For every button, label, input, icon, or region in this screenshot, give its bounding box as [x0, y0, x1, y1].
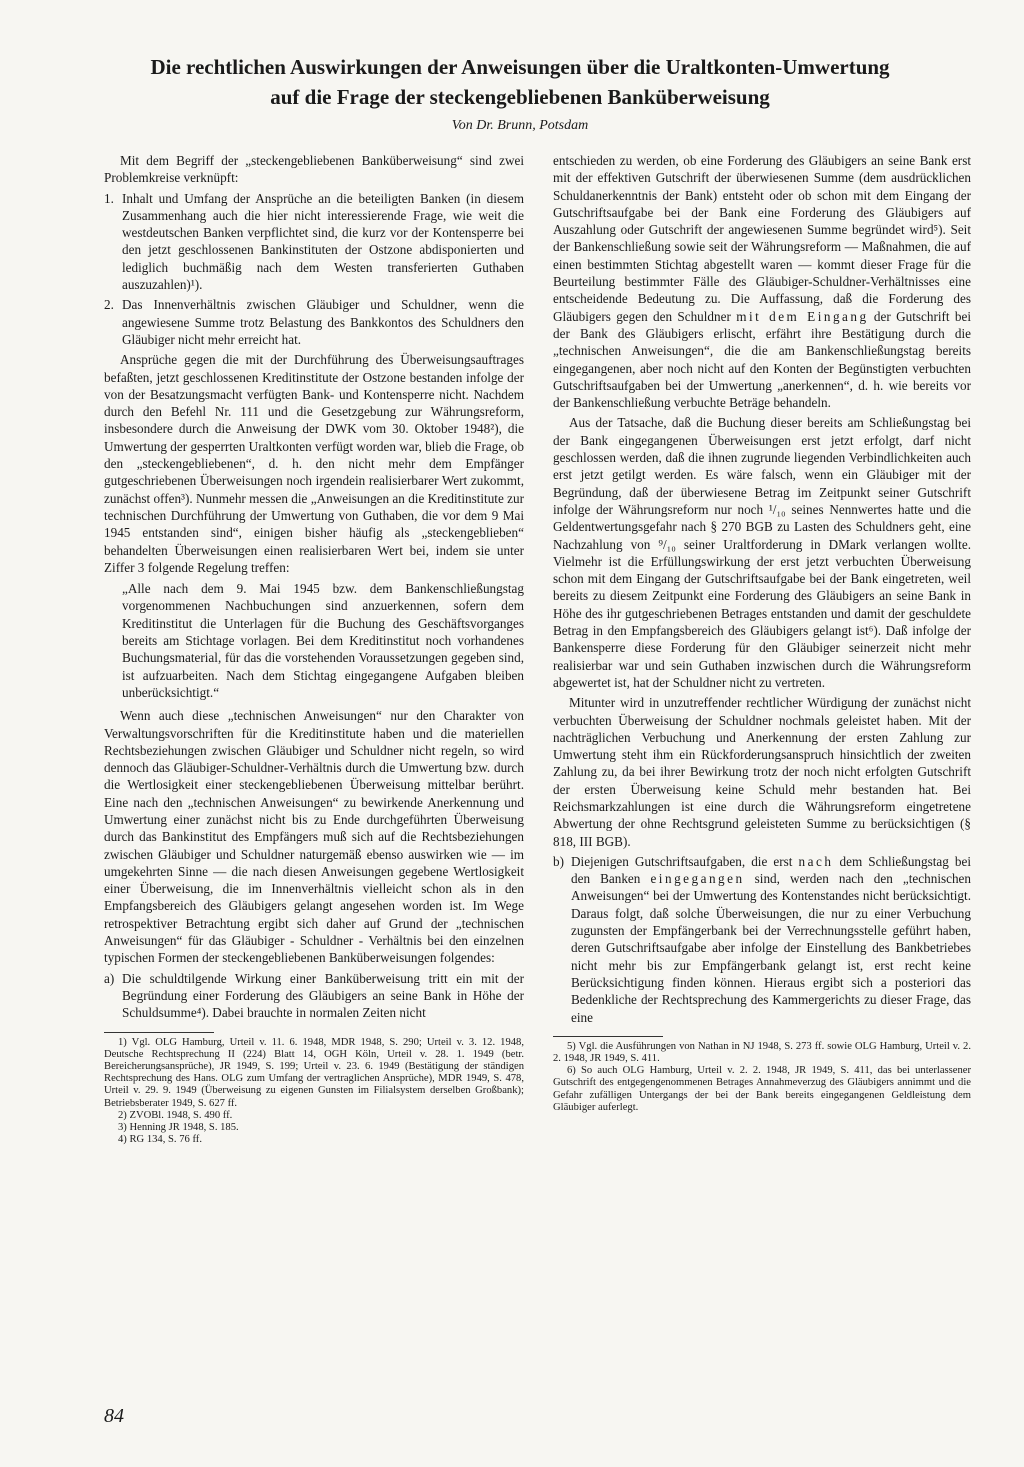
title-line-1: Die rechtlichen Auswirkungen der Anweisungen über die Uraltkonten-Umwertung — [150, 55, 890, 79]
footnote: 5) Vgl. die Ausführungen von Nathan in NJ 1948, S. 273 ff. sowie OLG Hamburg, Urteil v. 2. 2. 1948, JR 1949, S. 411. — [553, 1040, 971, 1065]
spaced-emphasis: nach — [798, 853, 834, 869]
spaced-emphasis: eingegangen — [650, 871, 745, 887]
right-column — [553, 152, 971, 1392]
text-run: Diejenigen Gutschriftsaufgaben, die erst — [571, 853, 793, 869]
footnote-divider — [104, 1032, 214, 1033]
list-item — [104, 190, 524, 294]
footnote: 3) Henning JR 1948, S. 185. — [118, 1121, 239, 1133]
article-title — [80, 52, 960, 112]
list-number: b) — [553, 853, 564, 869]
page-number: 84 — [104, 1405, 124, 1427]
spaced-emphasis: mit dem Eingang — [736, 308, 869, 324]
footnote: 4) RG 134, S. 76 ff. — [118, 1134, 202, 1146]
title-line-2: auf die Frage der steckengebliebenen Banküberweisung — [270, 85, 770, 109]
body-paragraph: Ansprüche gegen die mit der Durchführung des Überweisungsauftrages befaßten, jetzt geschlossenen Kreditinstitute der Ostzone bestanden infolge der von der Besatzungsmacht verfügten Bank- und Kontensperre nicht. Nachdem durch den Befehl Nr. 111 und die Gesetzgebung zur Währungsreform, insbesondere durch die Anweisung der DWK vom 30. Oktober 1948²), die Umwertung der gesperrten Uraltkonten verfügt worden war, blieb die Frage, ob den „steckengebliebenen“, d. h. den nicht mehr dem Empfänger gutgeschriebenen Überweisungen noch irgendein realisierbarer Wert zukommt, zunächst offen³). Nunmehr messen die „Anweisungen an die Kreditinstitute zur technischen Durchführung der Umwertung von Guthaben, die vor dem 9 Mai 1945 entstanden sind“, einigen bisher häufig als „steckengeblieben“ behandelten Überweisungen einen realisierbaren Wert bei, indem sie unter Ziffer 3 folgende Regelung treffen: — [104, 352, 524, 575]
list-number: a) — [104, 970, 115, 986]
text-run: der Gutschrift bei der Bank des Gläubigers erlischt, erfährt ihre Bestätigung durch die „technischen Anweisungen“, die die am Bankenschließungstag bereits eingegangenen, aber noch nicht auf den Konten der Begünstigten verbuchten Gutschriftsaufgaben bei der Umwertung „anerkennen“, d. h. wie bereits vor der Bankenschließung verbuchte Beträge behandeln. — [553, 308, 971, 411]
list-text: Das Innenverhältnis zwischen Gläubiger und Schuldner, wenn die angewiesene Summe trotz Belastung des Bankkontos des Schuldners den Gläubiger nicht mehr erreicht hat. — [122, 297, 524, 347]
text-run: entschieden zu werden, ob eine Forderung des Gläubigers an seine Bank erst mit der effektiven Gutschrift der überwiesenen Summe (dem ausdrücklichen Schuldanerkenntnis der Bank) entsteht oder ob schon mit dem Eingang der Gutschriftsaufgabe bei der Bank eine Forderung des Gläubigers auf Auszahlung oder Gutschrift der angewiesenen Summe begründet wird⁵). Seit der Bankenschließung sowie seit der Währungsreform — Maßnahmen, die auf einen bestimmten Stichtag abgestellt waren — kommt dieser Frage für die Beurteilung bestimmter Fälle des Gläubiger-Schuldner-Verhältnisses eine entscheidende Bedeutung zu. Die Auffassung, daß die Forderung des Gläubigers gegen den Schuldner — [553, 153, 971, 324]
list-number: 2. — [104, 297, 114, 313]
intro-paragraph: Mit dem Begriff der „steckengebliebenen Banküberweisung“ sind zwei Problemkreise verknüpft: — [104, 153, 524, 186]
body-paragraph: Mitunter wird in unzutreffender rechtlicher Würdigung der zunächst nicht verbuchten Überweisung der Schuldner nochmals geleistet haben. Mit der nachträglichen Verbuchung und Anerkennung der ersten Zahlung zur Umwertung steht ihm ein Rückforderungsanspruch hinsichtlich der zweiten Zahlung zu, da bei ihrer Bewirkung trotz der noch nicht erfolgten Gutschrift der ersten Überweisung keine Schuld mehr bestanden hat. Bei Reichsmarkzahlungen ist eine durch die Währungsreform eingetretene Abwertung der ohne Rechtsgrund geleisteten Summe zu berücksichtigen (§ 818, III BGB). — [553, 695, 971, 849]
list-item — [104, 296, 524, 348]
body-paragraph — [553, 152, 971, 411]
body-paragraph: Aus der Tatsache, daß die Buchung dieser bereits am Schließungstag bei der Bank eingegangenen Überweisungen erst jetzt erfolgt, darf nicht geschlossen werden, daß die ihnen zugrunde liegenden Verbindlichkeiten auch erst jetzt getilgt werden. Es wäre falsch, wenn ein Gläubiger mit der Begründung, daß der überwiesene Betrag im Zeitpunkt seiner Gutschrift infolge der Währungsreform nur noch ¹/₁₀ seines Nennwertes hatte und die Geldentwertungsgefahr nach § 270 BGB zu Lasten des Schuldners geht, eine Nachzahlung von ⁹/₁₀ seiner Uraltforderung in DMark verlangen wollte. Vielmehr ist die Erfüllungswirkung der erst jetzt verbuchten Überweisung schon mit dem Eingang der Gutschriftsaufgabe bei der Bank eingetreten, weil bereits zu diesem Zeitpunkt eine Forderung des Gläubigers an seine Bank in Höhe des ihr gutgeschriebenen Betrages entstanden und damit der geschuldete Betrag in den Empfangsbereich des Gläubigers gelangt ist⁶). Daß infolge der Bankensperre diese Forderung für den Gläubiger seinerzeit nicht mehr realisierbar war und sein Guthaben inzwischen durch die Währungsreform abgewertet ist, hat der Schuldner nicht zu vertreten. — [553, 415, 971, 690]
quotation: „Alle nach dem 9. Mai 1945 bzw. dem Bankenschließungstag vorgenommenen Nachbuchungen sind anzuerkennen, sofern dem Kreditinstitut die Unterlagen für die Buchung des Geschäftsvorganges bereits am Stichtage vorlagen. Bei dem Kreditinstitut noch vorhandenes Buchungsmaterial, für das die vorstehenden Voraussetzungen gegeben sind, ist aufzuarbeiten. Nach dem Stichtag eingegangene Aufgaben bleiben unberücksichtigt.“ — [122, 581, 524, 700]
footnote: 1) Vgl. OLG Hamburg, Urteil v. 11. 6. 1948, MDR 1948, S. 290; Urteil v. 3. 12. 1948, Deutsche Rechtsprechung II (224) Blatt 14, OGH Köln, Urteil v. 28. 1. 1949 (betr. Bereicherungsansprüche), JR 1949, S. 199; Urteil v. 23. 6. 1949 (Bestätigung der ständigen Rechtsprechung des Hans. OLG zum Umfang der vertraglichen Ansprüche), MDR 1949, S. 478, Urteil v. 29. 9. 1949 (Überweisung zu eigenen Gunsten im Filialsystem derselben Großbank); Betriebsberater 1949, S. 627 ff. — [104, 1036, 524, 1109]
author-byline: Von Dr. Brunn, Potsdam — [451, 118, 589, 133]
text-run: sind, werden nach den „technischen Anweisungen“ bei der Umwertung des Kontenstandes nicht berücksichtigt. Daraus folgt, daß solche Überweisungen, die nur zu einer Verbuchung zugunsten der Empfängerbank bei der Verrechnungsstelle geführt haben, deren Gutschriftsaufgabe aber infolge der Einstellung des Bankbetriebes nicht mehr bis zur Empfängerbank gelangt ist, erst recht keine Berücksichtigung finden können. Hieraus ergibt sich a posteriori das Bedenkliche der Rechtsprechung des Kammergerichts zu dieser Frage, das eine — [571, 871, 971, 1025]
footnote-divider — [553, 1036, 663, 1037]
list-item — [104, 970, 524, 1022]
list-text: Inhalt und Umfang der Ansprüche an die beteiligten Banken (in diesem Zusammenhang auch die hier nicht interessierende Frage, wie weit die westdeutschen Banken verpflichtet sind, die kurz vor der Kontensperre bei den jetzt geschlossenen Bankinstituten der Ostzone abdisponierten und lediglich buchmäßig nach dem Westen transferierten Guthaben auszuzahlen)¹). — [122, 190, 524, 293]
footnote: 2) ZVOBl. 1948, S. 490 ff. — [118, 1109, 233, 1121]
list-item — [553, 853, 971, 1026]
list-number: 1. — [104, 190, 114, 206]
list-text: Die schuldtilgende Wirkung einer Banküberweisung tritt ein mit der Begründung einer Forderung des Gläubigers an seine Bank in Höhe der Schuldsumme⁴). Dabei brauchte in normalen Zeiten nicht — [122, 970, 524, 1021]
body-paragraph: Wenn auch diese „technischen Anweisungen“ nur den Charakter von Verwaltungsvorschriften für die Kreditinstitute haben und die materiellen Rechtsbeziehungen zwischen Gläubiger und Schuldner nicht regeln, so wird dennoch das Gläubiger-Schuldner-Verhältnis durch die Umwertung bzw. durch die Wertlosigkeit einer steckengebliebenen Überweisung mittelbar berührt. Eine nach den „technischen Anweisungen“ zu bewirkende Anerkennung und Umwertung einer zunächst nicht bis zu Ende durchgeführten Überweisung durch das Bankinstitut des Empfängers muß sich auf die Rechtsbeziehungen zwischen Gläubiger und Schuldner naturgemäß ebenso auswirken wie — im umgekehrten Sinne — die nach diesen Anweisungen gegebene Wertlosigkeit einer Überweisung, die im Innenverhältnis vielleicht schon als in den Empfangsbereich des Gläubigers gelangt angesehen worden ist. Im Wege retrospektiver Betrachtung ergibt sich daher auf Grund der „technischen Anweisungen“ für das Gläubiger - Schuldner - Verhältnis bei den einzelnen typischen Formen der steckengebliebenen Banküberweisungen folgendes: — [104, 708, 524, 966]
text-run: dem Schließungstag bei den Banken — [571, 853, 971, 887]
footnote: 6) So auch OLG Hamburg, Urteil v. 2. 2. 1948, JR 1949, S. 411, das bei unterlassener Gutschrift des entgegengenommenen Betrages Annahmeverzug des Gläubigers annimmt und die Gefahr zufälligen Untergangs der bei der Bank bereits eingegangenen Geldleistung dem Gläubiger auferlegt. — [553, 1065, 971, 1113]
left-column — [104, 152, 524, 1392]
list-text — [571, 853, 971, 1026]
